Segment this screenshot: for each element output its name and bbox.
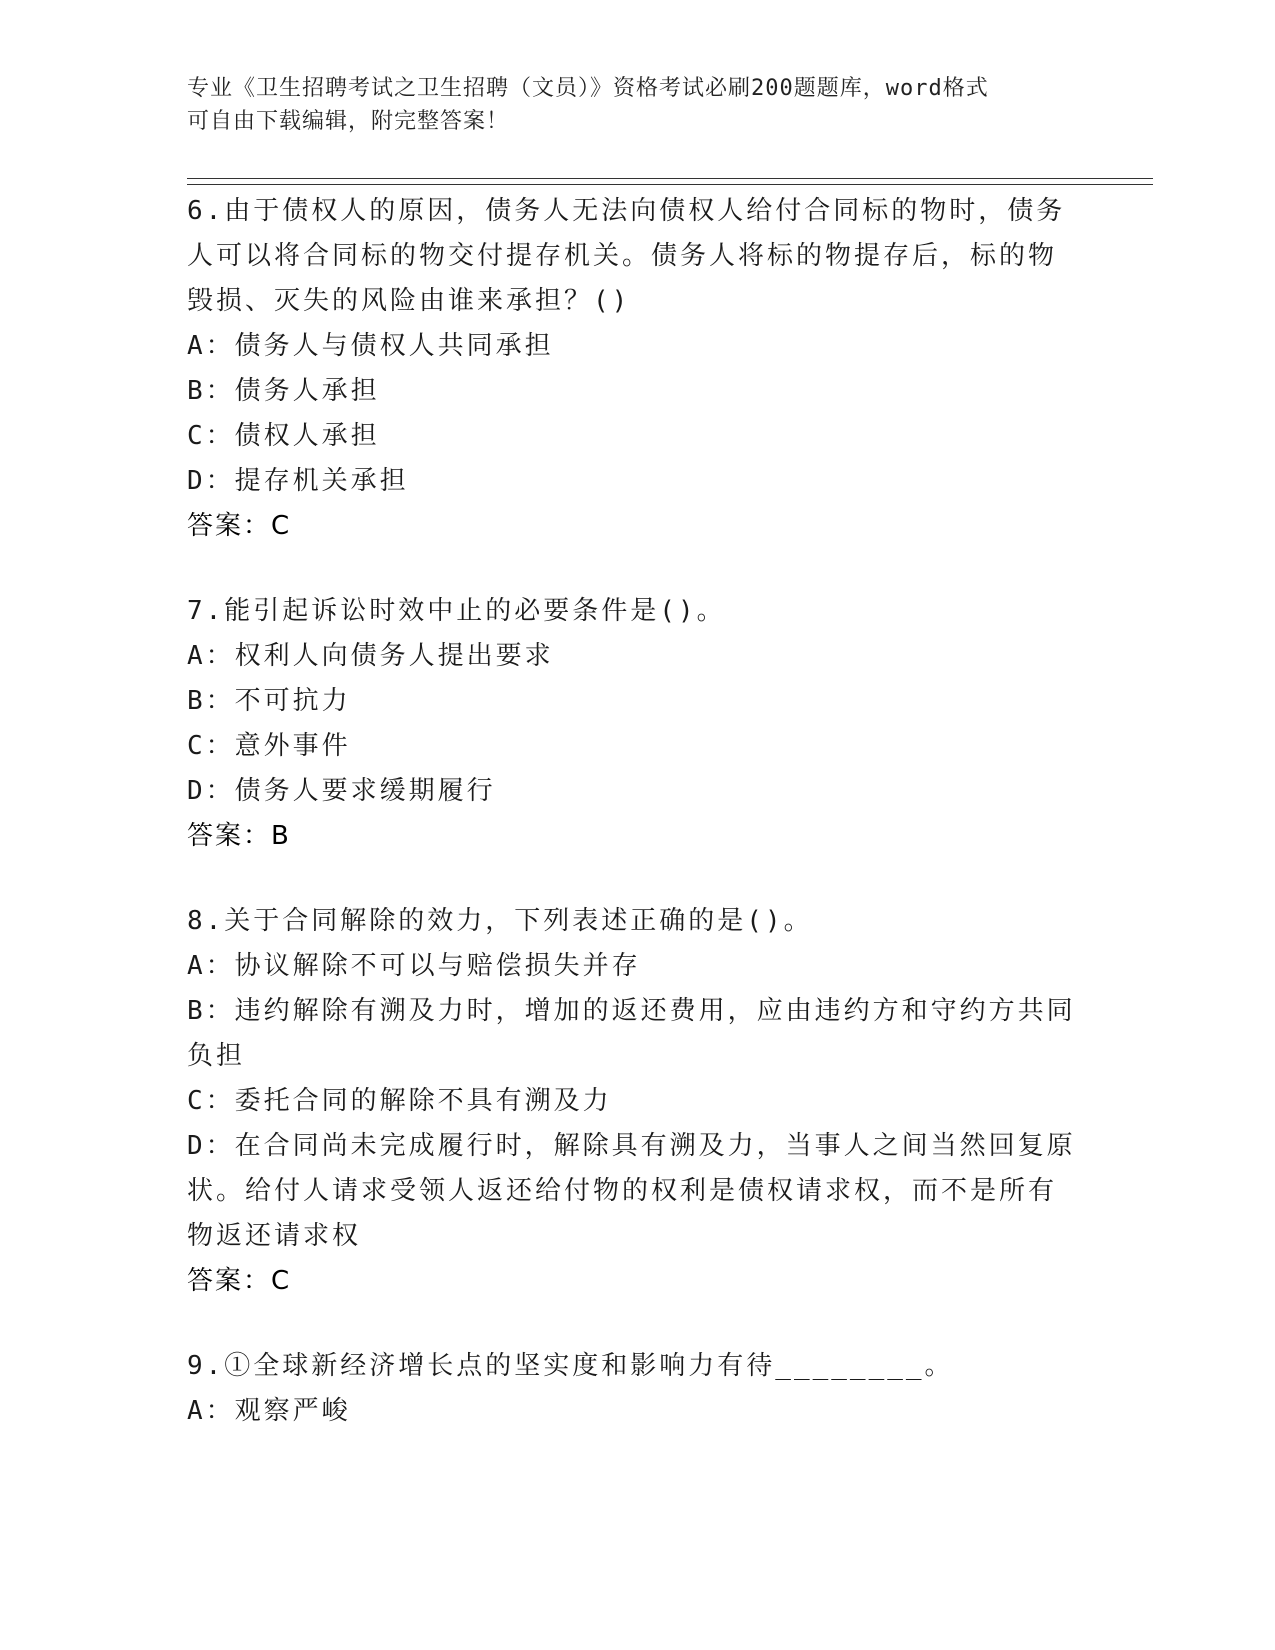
- option-a: A：协议解除不可以与赔偿损失并存: [187, 951, 641, 981]
- question-stem: 毁损、灭失的风险由谁来承担？(): [187, 286, 631, 316]
- question-list: [187, 189, 1087, 1474]
- question-stem: 6.由于债权人的原因，债务人无法向债权人给付合同标的物时，债务: [187, 196, 1066, 226]
- option-d: D：债务人要求缓期履行: [187, 776, 496, 806]
- option-a: A：权利人向债务人提出要求: [187, 641, 554, 671]
- header-divider: [187, 178, 1153, 185]
- question-stem: 9.①全球新经济增长点的坚实度和影响力有待________。: [187, 1351, 954, 1381]
- option-b-continued: 负担: [187, 1041, 246, 1071]
- question-stem: 8.关于合同解除的效力，下列表述正确的是()。: [187, 906, 813, 936]
- header-title-line-1: 专业《卫生招聘考试之卫生招聘（文员）》资格考试必刷200题题库，word格式: [187, 76, 989, 101]
- answer-label: 答案：C: [187, 1266, 292, 1296]
- answer-label: 答案：C: [187, 511, 292, 541]
- option-a: A：观察严峻: [187, 1396, 351, 1426]
- option-a: A：债务人与债权人共同承担: [187, 331, 554, 361]
- option-b: B：不可抗力: [187, 686, 351, 716]
- question-7: [187, 589, 1087, 859]
- option-d: D：在合同尚未完成履行时，解除具有溯及力，当事人之间当然回复原: [187, 1131, 1076, 1161]
- option-d-continued: 状。给付人请求受领人返还给付物的权利是债权请求权，而不是所有: [187, 1176, 1058, 1206]
- option-b: B：违约解除有溯及力时，增加的返还费用，应由违约方和守约方共同: [187, 996, 1076, 1026]
- option-c: C：意外事件: [187, 731, 351, 761]
- question-6: [187, 189, 1087, 549]
- question-stem: 人可以将合同标的物交付提存机关。债务人将标的物提存后，标的物: [187, 241, 1058, 271]
- question-8: [187, 899, 1087, 1304]
- header-title-line-2: 可自由下载编辑，附完整答案！: [187, 109, 510, 134]
- question-stem: 7.能引起诉讼时效中止的必要条件是()。: [187, 596, 726, 626]
- answer-label: 答案：B: [187, 821, 291, 851]
- page-header: [187, 72, 1077, 138]
- option-d: D：提存机关承担: [187, 466, 409, 496]
- question-9: [187, 1344, 1087, 1434]
- option-c: C：委托合同的解除不具有溯及力: [187, 1086, 612, 1116]
- option-c: C：债权人承担: [187, 421, 380, 451]
- option-d-continued: 物返还请求权: [187, 1221, 362, 1251]
- option-b: B：债务人承担: [187, 376, 380, 406]
